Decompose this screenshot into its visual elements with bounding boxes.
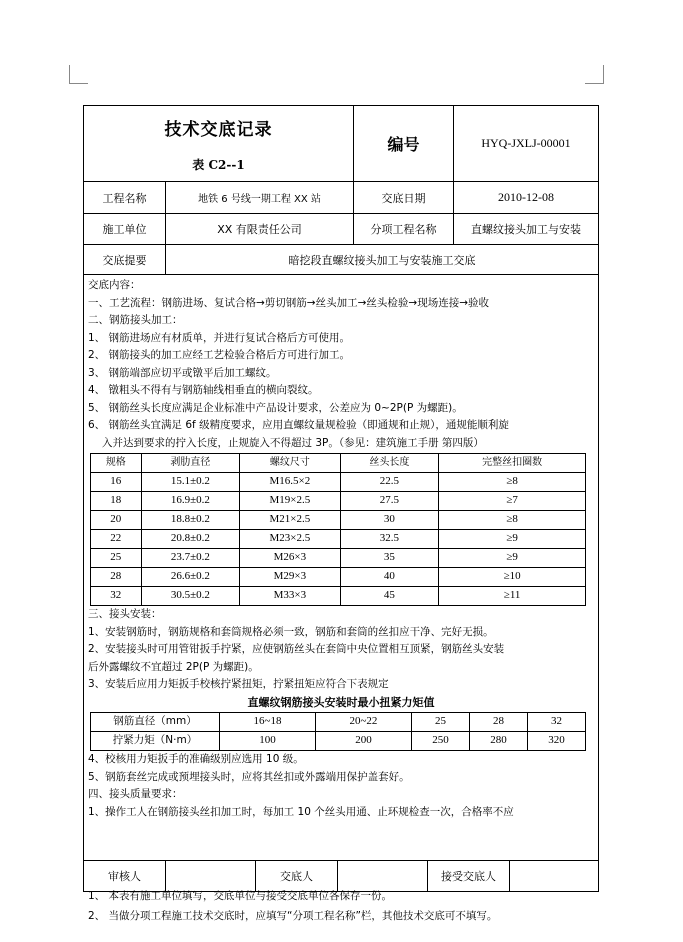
table-row xyxy=(91,732,586,751)
table-row xyxy=(91,511,586,530)
table-cell: 45 xyxy=(340,587,439,606)
table-header: 剥肋直径 xyxy=(141,454,240,473)
table-cell: 100 xyxy=(220,732,316,751)
date-label: 交底日期 xyxy=(354,182,454,213)
project-value: 地铁 6 号线一期工程 XX 站 xyxy=(166,182,354,213)
receiver-label: 接受交底人 xyxy=(428,861,510,891)
table-cell: 16 xyxy=(91,473,142,492)
table-cell: ≥11 xyxy=(439,587,586,606)
table-cell: 30 xyxy=(340,511,439,530)
table-cell: 20.8±0.2 xyxy=(141,530,240,549)
content-line: 二、钢筋接头加工： xyxy=(88,314,183,326)
content-line: 4、 镦粗头不得有与钢筋轴线相垂直的横向裂纹。 xyxy=(88,384,319,396)
content-line: 2、 钢筋接头的加工应经工艺检验合格后方可进行加工。 xyxy=(88,349,351,361)
info-row xyxy=(84,214,598,245)
table-cell: 28 xyxy=(91,568,142,587)
table-cell: ≥8 xyxy=(439,473,586,492)
table-cell: 15.1±0.2 xyxy=(141,473,240,492)
subproject-value: 直螺纹接头加工与安装 xyxy=(471,223,581,236)
table-cell: ≥10 xyxy=(439,568,586,587)
table-cell: 26.6±0.2 xyxy=(141,568,240,587)
table-cell: M33×3 xyxy=(240,587,340,606)
table-header: 规格 xyxy=(91,454,142,473)
project-label: 工程名称 xyxy=(84,182,166,213)
diameter-label: 钢筋直径（mm） xyxy=(91,713,220,732)
unit-value: XX 有限责任公司 xyxy=(166,214,354,244)
page-title: 技术交底记录 xyxy=(164,119,273,140)
number-value: HYQ-JXLJ-00001 xyxy=(481,136,571,150)
table-cell: M26×3 xyxy=(240,549,340,568)
table-cell: 16.9±0.2 xyxy=(141,492,240,511)
content-line: 5、 钢筋丝头长度应满足企业标准中产品设计要求，公差应为 0~2P(P 为螺距)。 xyxy=(88,401,463,414)
content-line: 四、接头质量要求： xyxy=(88,788,183,800)
table-cell: 32 xyxy=(91,587,142,606)
content-line: 交底内容： xyxy=(88,279,141,291)
table-row xyxy=(91,713,586,732)
content-line: 4、校核用力矩扳手的准确级别应选用 10 级。 xyxy=(88,753,304,765)
table-cell: 20 xyxy=(91,511,142,530)
table-cell: 27.5 xyxy=(340,492,439,511)
table-cell: 22 xyxy=(91,530,142,549)
reviewer-label: 审核人 xyxy=(84,861,166,891)
crop-mark xyxy=(585,83,604,84)
crop-mark xyxy=(69,83,88,84)
content-section xyxy=(84,275,598,861)
table-cell: 40 xyxy=(340,568,439,587)
table-cell: 23.7±0.2 xyxy=(141,549,240,568)
footnote: 1、 本表有施工单位填写，交底单位与接受交底单位各保存一份。 xyxy=(88,890,393,902)
table-cell: ≥9 xyxy=(439,549,586,568)
table-row xyxy=(91,492,586,511)
receiver-field[interactable] xyxy=(510,861,598,891)
summary-row xyxy=(84,245,598,275)
table-cell: 20~22 xyxy=(315,713,411,732)
table-cell: 28 xyxy=(469,713,527,732)
content-line: 6、 钢筋丝头宜满足 6f 级精度要求，应用直螺纹量规检验（即通规和止规），通规能顺利旋 xyxy=(88,419,509,431)
table-cell: 25 xyxy=(91,549,142,568)
table-cell: 250 xyxy=(411,732,469,751)
unit-label: 施工单位 xyxy=(84,214,166,244)
table-cell: 22.5 xyxy=(340,473,439,492)
table-header: 完整丝扣圈数 xyxy=(439,454,586,473)
table-header: 丝头长度 xyxy=(340,454,439,473)
table-cell: 280 xyxy=(469,732,527,751)
table-cell: ≥9 xyxy=(439,530,586,549)
table-row xyxy=(91,530,586,549)
table-cell: 18.8±0.2 xyxy=(141,511,240,530)
title-cell xyxy=(84,106,354,181)
table-cell: 320 xyxy=(527,732,585,751)
crop-mark xyxy=(603,65,604,84)
table-cell: ≥7 xyxy=(439,492,586,511)
date-value: 2010-12-08 xyxy=(498,190,554,204)
content-line: 三、接头安装： xyxy=(88,608,162,620)
content-line: 一、工艺流程：钢筋进场、复试合格→剪切钢筋→丝头加工→丝头检验→现场连接→验收 xyxy=(88,296,489,309)
table-cell: M16.5×2 xyxy=(240,473,340,492)
table-row xyxy=(91,549,586,568)
torque-table-title: 直螺纹钢筋接头安装时最小扭紧力矩值 xyxy=(247,695,435,709)
table-header: 螺纹尺寸 xyxy=(240,454,340,473)
footnote: 2、 当做分项工程施工技术交底时，应填写“分项工程名称”栏，其他技术交底可不填写。 xyxy=(88,910,498,922)
table-cell: 18 xyxy=(91,492,142,511)
content-line: 后外露螺纹不宜超过 2P(P 为螺距)。 xyxy=(88,660,259,673)
table-cell: 200 xyxy=(315,732,411,751)
disclosure-form xyxy=(83,105,599,892)
content-body xyxy=(84,275,598,860)
presenter-label: 交底人 xyxy=(256,861,338,891)
content-line: 3、安装后应用力矩扳手校核拧紧扭矩，拧紧扭矩应符合下表规定 xyxy=(88,678,389,690)
crop-mark xyxy=(69,65,70,84)
thread-table xyxy=(90,453,586,606)
content-line: 1、 钢筋进场应有材质单，并进行复试合格后方可使用。 xyxy=(88,331,351,344)
summary-label: 交底提要 xyxy=(84,245,166,274)
footnotes xyxy=(88,886,497,926)
subproject-label: 分项工程名称 xyxy=(354,214,454,244)
table-cell: 30.5±0.2 xyxy=(141,587,240,606)
table-row xyxy=(91,568,586,587)
info-row xyxy=(84,182,598,214)
table-cell: 25 xyxy=(411,713,469,732)
table-cell: ≥8 xyxy=(439,511,586,530)
table-cell: M21×2.5 xyxy=(240,511,340,530)
torque-label: 拧紧力矩（N·m） xyxy=(91,732,220,751)
table-cell: 35 xyxy=(340,549,439,568)
content-line: 2、安装接头时可用管钳扳手拧紧，应使钢筋丝头在套筒中央位置相互顶紧，钢筋丝头安装 xyxy=(88,643,505,655)
form-header xyxy=(84,106,598,182)
number-label: 编号 xyxy=(354,106,454,181)
torque-table xyxy=(90,712,586,751)
table-row xyxy=(91,473,586,492)
content-line: 3、 钢筋端部应切平或镦平后加工螺纹。 xyxy=(88,366,277,379)
content-line: 5、钢筋套丝完成或预埋接头时，应将其丝扣或外露端用保护盖套好。 xyxy=(88,770,410,783)
summary-value: 暗挖段直螺纹接头加工与安装施工交底 xyxy=(288,253,476,267)
table-cell: 32 xyxy=(527,713,585,732)
table-cell: 32.5 xyxy=(340,530,439,549)
form-number: 表 C2--1 xyxy=(192,157,245,172)
table-header-row xyxy=(91,454,586,473)
content-line: 1、安装钢筋时，钢筋规格和套筒规格必须一致，钢筋和套筒的丝扣应干净、完好无损。 xyxy=(88,625,494,638)
content-line: 1、操作工人在钢筋接头丝扣加工时，每加工 10 个丝头用通、止环规检查一次，合格率不应 xyxy=(88,805,514,818)
table-cell: M23×2.5 xyxy=(240,530,340,549)
table-row xyxy=(91,587,586,606)
table-cell: 16~18 xyxy=(220,713,316,732)
content-line: 入并达到要求的拧入长度，止规旋入不得超过 3P。（参见：建筑施工手册 第四版） xyxy=(102,436,484,449)
table-cell: M29×3 xyxy=(240,568,340,587)
table-cell: M19×2.5 xyxy=(240,492,340,511)
